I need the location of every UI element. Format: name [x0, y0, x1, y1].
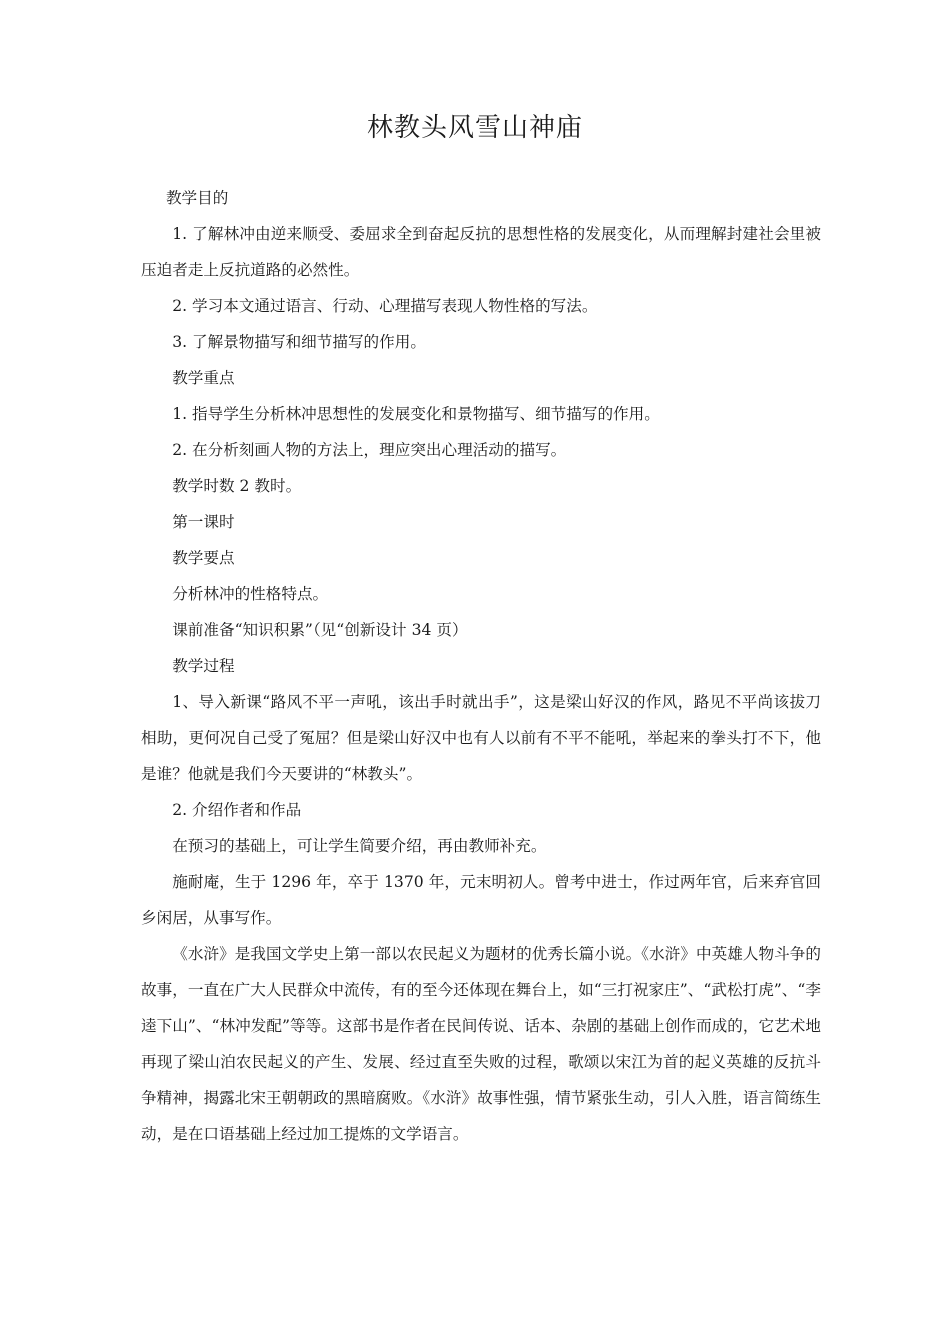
paragraph: 2. 介绍作者和作品 — [172, 801, 302, 819]
paragraph: 在预习的基础上，可让学生简要介绍，再由教师补充。 — [172, 837, 547, 855]
paragraph: 教学时数 2 教时。 — [172, 477, 302, 495]
document-body — [141, 180, 821, 1152]
paragraph: 2. 在分析刻画人物的方法上，理应突出心理活动的描写。 — [172, 441, 567, 459]
paragraph: 施耐庵，生于 1296 年，卒于 1370 年，元末明初人。曾考中进士，作过两年官，后来弃官回乡闲居，从事写作。 — [141, 873, 821, 927]
paragraph: 1. 指导学生分析林冲思想性的发展变化和景物描写、细节描写的作用。 — [172, 405, 660, 423]
page-title: 林教头风雪山神庙 — [366, 113, 583, 143]
paragraph: 2. 学习本文通过语言、行动、心理描写表现人物性格的写法。 — [172, 297, 598, 315]
paragraph: 《水浒》是我国文学史上第一部以农民起义为题材的优秀长篇小说。《水浒》中英雄人物斗争的故事，一直在广大人民群众中流传，有的至今还体现在舞台上，如“三打祝家庄”、“武松打虎”、“李逵下山”、“林冲发配”等等。这部书是作者在民间传说、话本、杂剧的基础上创作而成的，它艺术地再现了梁山泊农民起义的产生、发展、经过直至失败的过程，歌颂以宋江为首的起义英雄的反抗斗争精神，揭露北宋王朝朝政的黑暗腐败。《水浒》故事性强，情节紧张生动，引人入胜，语言简练生动，是在口语基础上经过加工提炼的文学语言。 — [141, 945, 821, 1143]
paragraph: 1、导入新课“路风不平一声吼，该出手时就出手”，这是梁山好汉的作风，路见不平尚该拔刀相助，更何况自己受了冤屈？但是梁山好汉中也有人以前有不平不能吼，举起来的拳头打不下，他是谁？他就是我们今天要讲的“林教头”。 — [141, 693, 821, 783]
section-heading-first-lesson: 第一课时 — [172, 513, 235, 531]
section-heading-key-points: 教学重点 — [172, 369, 235, 387]
paragraph: 课前准备“知识积累”（见“创新设计 34 页） — [172, 621, 468, 639]
section-heading-process: 教学过程 — [172, 657, 235, 675]
paragraph: 3. 了解景物描写和细节描写的作用。 — [172, 333, 426, 351]
paragraph: 分析林冲的性格特点。 — [172, 585, 329, 603]
paragraph: 1. 了解林冲由逆来顺受、委屈求全到奋起反抗的思想性格的发展变化，从而理解封建社会里被压迫者走上反抗道路的必然性。 — [141, 225, 821, 279]
section-heading-objectives: 教学目的 — [165, 189, 229, 207]
section-heading-lesson-points: 教学要点 — [172, 549, 235, 567]
